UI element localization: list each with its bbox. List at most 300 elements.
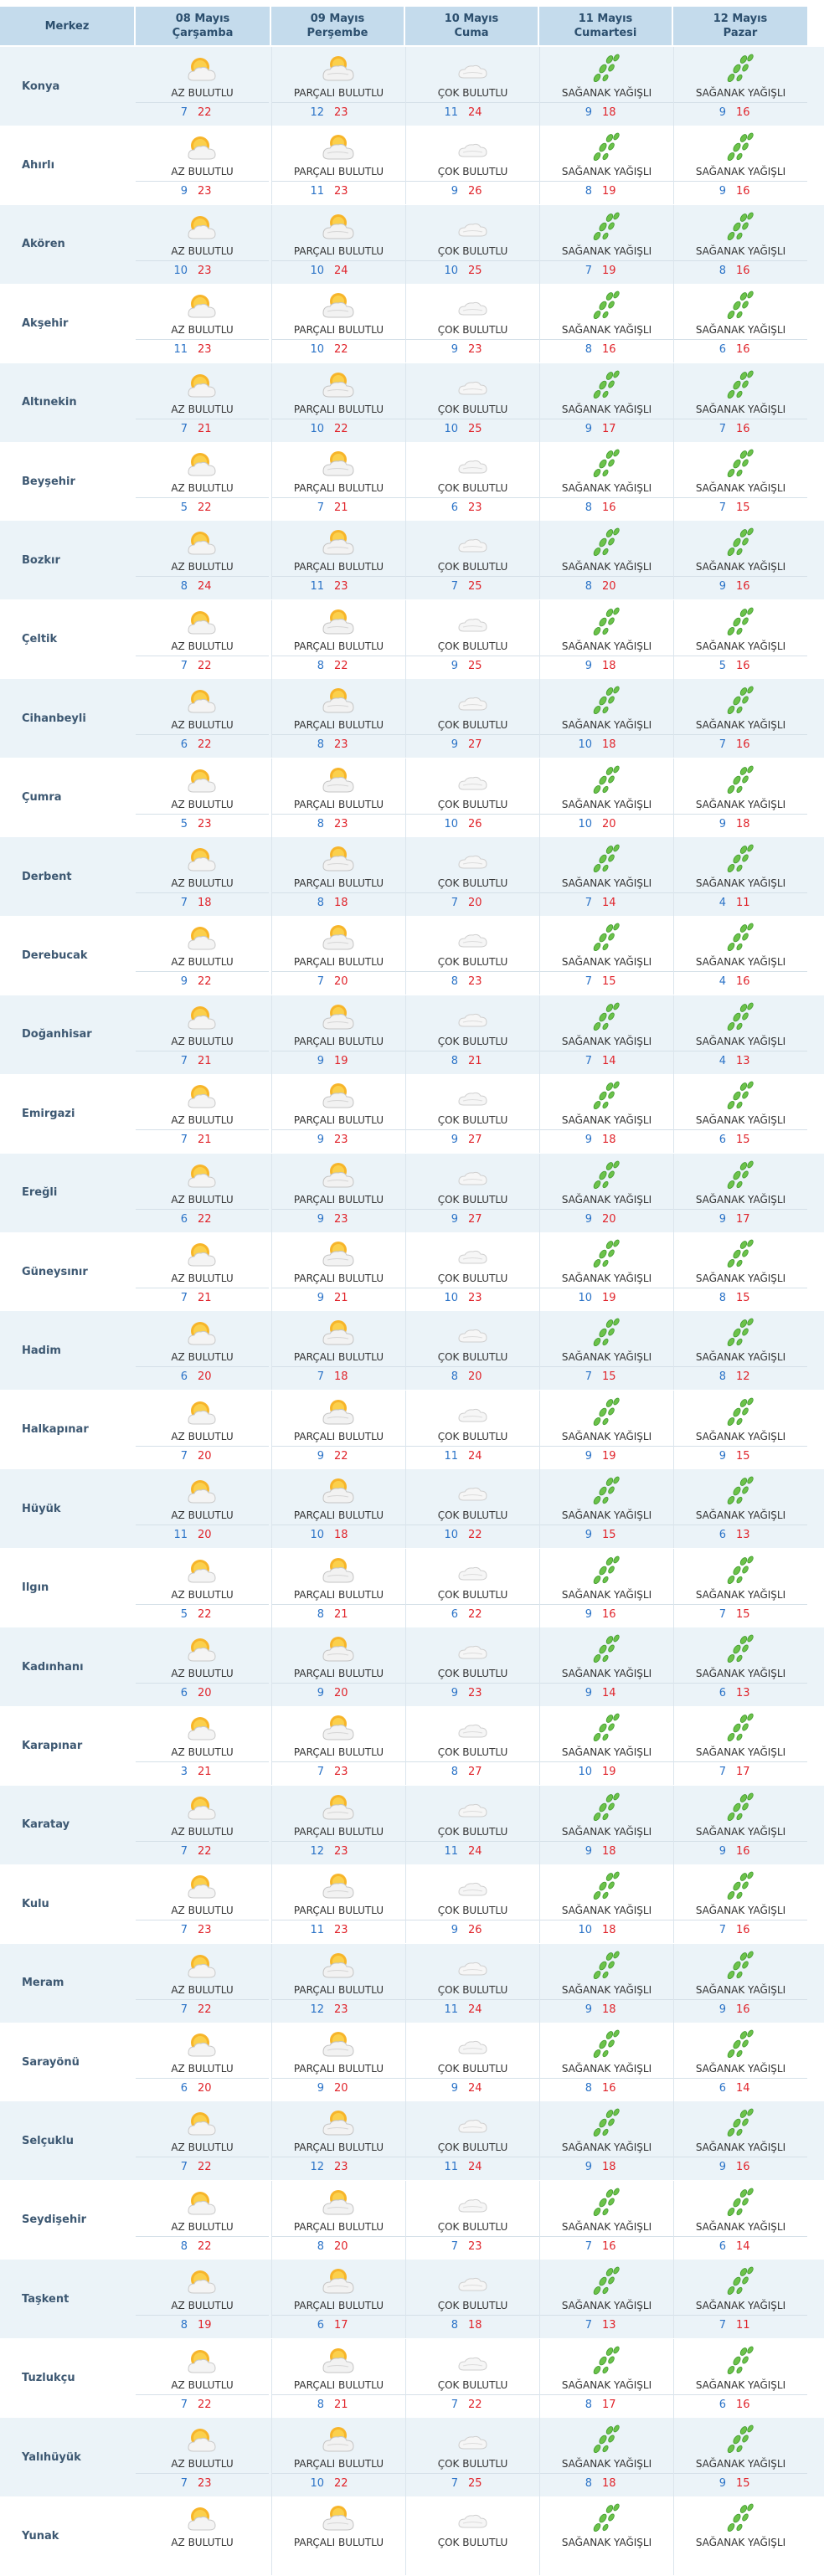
condition-label: SAĞANAK YAĞIŞLI bbox=[561, 1193, 652, 1206]
partly-cloudy-icon bbox=[320, 1474, 357, 1508]
cloud-icon bbox=[454, 131, 491, 164]
location-name: Sarayönü bbox=[22, 2055, 80, 2069]
max-temp: 18 bbox=[602, 1924, 616, 1937]
max-temp: 17 bbox=[602, 422, 616, 435]
cell-divider bbox=[272, 1366, 405, 1367]
sun-behind-cloud-icon bbox=[183, 1159, 220, 1192]
min-temp: 6 bbox=[718, 1687, 726, 1699]
cell-divider bbox=[406, 734, 539, 735]
forecast-cell bbox=[136, 205, 269, 284]
header-day-date: 12 Mayıs bbox=[713, 13, 768, 25]
min-temp: 6 bbox=[180, 1212, 188, 1226]
max-temp: 27 bbox=[468, 1212, 482, 1226]
forecast-cell bbox=[136, 1549, 269, 1627]
min-temp: 10 bbox=[578, 1292, 592, 1304]
min-temp: 6 bbox=[718, 343, 726, 357]
condition-label: SAĞANAK YAĞIŞLI bbox=[561, 1430, 652, 1442]
forecast-cell bbox=[539, 1864, 673, 1943]
condition-label: AZ BULUTLU bbox=[171, 482, 234, 494]
location-name: Meram bbox=[22, 1977, 64, 1990]
rain-shower-icon bbox=[588, 368, 625, 402]
max-temp: 18 bbox=[602, 659, 616, 672]
partly-cloudy-icon bbox=[320, 2186, 357, 2219]
min-temp: 9 bbox=[585, 1844, 592, 1858]
header-day-weekday: Perşembe bbox=[306, 27, 368, 39]
condition-label: SAĞANAK YAĞIŞLI bbox=[695, 1668, 786, 1679]
forecast-cell bbox=[271, 2339, 405, 2418]
forecast-cell bbox=[136, 758, 269, 837]
forecast-cell bbox=[673, 837, 807, 916]
partly-cloudy-icon bbox=[320, 2423, 357, 2456]
condition-label: PARÇALI BULUTLU bbox=[293, 956, 384, 969]
condition-label: SAĞANAK YAĞIŞLI bbox=[695, 1273, 786, 1284]
min-temp: 9 bbox=[317, 1449, 324, 1463]
rain-shower-icon bbox=[722, 1554, 759, 1587]
max-temp: 24 bbox=[468, 106, 482, 119]
max-temp: 27 bbox=[468, 738, 482, 752]
forecast-cell bbox=[539, 2496, 673, 2575]
sun-behind-cloud-icon bbox=[183, 1079, 220, 1113]
cell-divider bbox=[136, 892, 269, 893]
rain-shower-icon bbox=[588, 2106, 625, 2140]
forecast-cell bbox=[539, 363, 673, 442]
sun-behind-cloud-icon bbox=[183, 684, 220, 717]
max-temp: 15 bbox=[602, 975, 616, 989]
header-day-date: 08 Mayıs bbox=[175, 13, 230, 25]
max-temp: 21 bbox=[198, 1054, 212, 1067]
condition-label: PARÇALI BULUTLU bbox=[293, 2537, 384, 2549]
condition-label: ÇOK BULUTLU bbox=[437, 1509, 508, 1522]
max-temp: 23 bbox=[334, 1924, 348, 1937]
condition-label: ÇOK BULUTLU bbox=[437, 166, 508, 178]
rain-shower-icon bbox=[588, 1237, 625, 1271]
cell-divider bbox=[406, 339, 539, 340]
min-temp: 11 bbox=[444, 2003, 458, 2016]
table-row bbox=[0, 600, 824, 679]
condition-label: SAĞANAK YAĞIŞLI bbox=[695, 166, 786, 178]
forecast-cell bbox=[539, 1469, 673, 1548]
forecast-cell bbox=[539, 995, 673, 1074]
rain-shower-icon bbox=[588, 289, 625, 322]
cell-divider bbox=[540, 2473, 673, 2474]
forecast-cell bbox=[271, 284, 405, 362]
condition-label: PARÇALI BULUTLU bbox=[293, 877, 384, 889]
condition-label: PARÇALI BULUTLU bbox=[293, 1509, 384, 1522]
cloud-icon bbox=[454, 1079, 491, 1113]
forecast-cell bbox=[673, 1154, 807, 1232]
partly-cloudy-icon bbox=[320, 921, 357, 954]
max-temp: 25 bbox=[468, 580, 482, 594]
condition-label: PARÇALI BULUTLU bbox=[293, 1351, 384, 1364]
condition-label: PARÇALI BULUTLU bbox=[293, 1114, 384, 1127]
max-temp: 26 bbox=[468, 817, 482, 830]
table-row bbox=[0, 837, 824, 916]
rain-shower-icon bbox=[722, 764, 759, 797]
min-temp: 6 bbox=[180, 1687, 188, 1699]
table-row bbox=[0, 126, 824, 204]
forecast-cell bbox=[539, 2101, 673, 2180]
min-temp: 8 bbox=[718, 264, 726, 277]
forecast-cell bbox=[405, 2023, 539, 2101]
min-temp: 11 bbox=[173, 343, 188, 357]
table-row bbox=[0, 2181, 824, 2260]
condition-label: AZ BULUTLU bbox=[171, 166, 234, 178]
min-temp: 9 bbox=[451, 1687, 458, 1699]
cell-divider bbox=[272, 339, 405, 340]
condition-label: SAĞANAK YAĞIŞLI bbox=[561, 877, 652, 889]
min-temp: 9 bbox=[718, 1212, 726, 1226]
table-row bbox=[0, 284, 824, 362]
cloud-icon bbox=[454, 289, 491, 322]
min-temp: 6 bbox=[718, 1529, 726, 1542]
forecast-cell bbox=[405, 1154, 539, 1232]
cell-divider bbox=[674, 339, 807, 340]
forecast-cell bbox=[539, 442, 673, 521]
min-temp: 9 bbox=[585, 659, 592, 672]
location-name: Kadınhanı bbox=[22, 1660, 84, 1674]
condition-label: AZ BULUTLU bbox=[171, 1825, 234, 1838]
condition-label: SAĞANAK YAĞIŞLI bbox=[695, 640, 786, 652]
max-temp: 23 bbox=[334, 1844, 348, 1858]
forecast-cell bbox=[136, 1786, 269, 1864]
cell-divider bbox=[136, 102, 269, 103]
location-name: Güneysınır bbox=[22, 1265, 88, 1278]
condition-label: ÇOK BULUTLU bbox=[437, 2220, 508, 2233]
cell-divider bbox=[406, 1604, 539, 1605]
forecast-cell bbox=[673, 2181, 807, 2260]
condition-label: AZ BULUTLU bbox=[171, 2537, 234, 2549]
min-temp: 12 bbox=[310, 106, 324, 119]
rain-shower-icon bbox=[722, 131, 759, 164]
max-temp: 13 bbox=[736, 1529, 750, 1542]
cell-divider bbox=[540, 260, 673, 261]
max-temp: 23 bbox=[334, 1212, 348, 1226]
min-temp: 7 bbox=[180, 106, 188, 119]
location-name: Kulu bbox=[22, 1897, 49, 1910]
forecast-cell bbox=[405, 1864, 539, 1943]
min-temp: 7 bbox=[317, 1370, 324, 1384]
rain-shower-icon bbox=[722, 1632, 759, 1666]
forecast-cell bbox=[271, 1864, 405, 1943]
condition-label: PARÇALI BULUTLU bbox=[293, 2220, 384, 2233]
rain-shower-icon bbox=[588, 1000, 625, 1034]
sun-behind-cloud-icon bbox=[183, 1474, 220, 1508]
condition-label: ÇOK BULUTLU bbox=[437, 1588, 508, 1601]
location-name: Derbent bbox=[22, 870, 72, 883]
cloud-icon bbox=[454, 1000, 491, 1034]
sun-behind-cloud-icon bbox=[183, 605, 220, 639]
rain-shower-icon bbox=[588, 1632, 625, 1666]
condition-label: SAĞANAK YAĞIŞLI bbox=[561, 798, 652, 810]
condition-label: AZ BULUTLU bbox=[171, 2378, 234, 2391]
cell-divider bbox=[406, 2315, 539, 2316]
condition-label: SAĞANAK YAĞIŞLI bbox=[695, 87, 786, 99]
forecast-cell bbox=[673, 916, 807, 995]
max-temp: 16 bbox=[736, 1924, 750, 1937]
forecast-cell bbox=[136, 837, 269, 916]
min-temp: 9 bbox=[451, 738, 458, 752]
rain-shower-icon bbox=[722, 2106, 759, 2140]
cell-divider bbox=[540, 1604, 673, 1605]
max-temp: 22 bbox=[198, 1212, 212, 1226]
sun-behind-cloud-icon bbox=[183, 2501, 220, 2535]
sun-behind-cloud-icon bbox=[183, 764, 220, 797]
cell-divider bbox=[406, 2236, 539, 2237]
location-name: Karapınar bbox=[22, 1739, 83, 1752]
cell-divider bbox=[406, 1841, 539, 1842]
cell-divider bbox=[674, 2394, 807, 2395]
forecast-cell bbox=[271, 2496, 405, 2575]
rain-shower-icon bbox=[588, 1554, 625, 1587]
min-temp: 6 bbox=[718, 2082, 726, 2095]
condition-label: SAĞANAK YAĞIŞLI bbox=[695, 2378, 786, 2391]
forecast-cell bbox=[673, 2496, 807, 2575]
min-temp: 8 bbox=[317, 2239, 324, 2253]
sun-behind-cloud-icon bbox=[183, 2028, 220, 2061]
cell-divider bbox=[674, 2315, 807, 2316]
partly-cloudy-icon bbox=[320, 1237, 357, 1271]
forecast-cell bbox=[405, 916, 539, 995]
cell-divider bbox=[272, 1129, 405, 1130]
min-temp: 9 bbox=[180, 975, 188, 989]
min-temp: 10 bbox=[310, 1529, 324, 1542]
rain-shower-icon bbox=[588, 1869, 625, 1903]
max-temp: 16 bbox=[602, 2082, 616, 2095]
cell-divider bbox=[406, 1761, 539, 1762]
condition-label: SAĞANAK YAĞIŞLI bbox=[561, 1273, 652, 1284]
cell-divider bbox=[136, 1683, 269, 1684]
forecast-cell bbox=[539, 1944, 673, 2023]
max-temp: 19 bbox=[602, 1766, 616, 1779]
max-temp: 23 bbox=[334, 1766, 348, 1779]
condition-label: PARÇALI BULUTLU bbox=[293, 1193, 384, 1206]
cell-divider bbox=[406, 576, 539, 577]
location-name: Selçuklu bbox=[22, 2134, 74, 2147]
condition-label: SAĞANAK YAĞIŞLI bbox=[695, 561, 786, 573]
min-temp: 8 bbox=[585, 2477, 592, 2490]
min-temp: 7 bbox=[317, 975, 324, 989]
partly-cloudy-icon bbox=[320, 1711, 357, 1745]
table-row bbox=[0, 1627, 824, 1706]
min-temp: 8 bbox=[451, 975, 458, 989]
rain-shower-icon bbox=[588, 1711, 625, 1745]
cloud-icon bbox=[454, 1949, 491, 1982]
min-temp: 9 bbox=[585, 422, 592, 435]
condition-label: PARÇALI BULUTLU bbox=[293, 719, 384, 732]
max-temp: 23 bbox=[334, 106, 348, 119]
partly-cloudy-icon bbox=[320, 605, 357, 639]
location-name: Emirgazi bbox=[22, 1107, 75, 1120]
sun-behind-cloud-icon bbox=[183, 447, 220, 481]
condition-label: AZ BULUTLU bbox=[171, 1351, 234, 1364]
condition-label: PARÇALI BULUTLU bbox=[293, 640, 384, 652]
rain-shower-icon bbox=[722, 368, 759, 402]
header-day-date: 10 Mayıs bbox=[444, 13, 499, 25]
max-temp: 18 bbox=[602, 2477, 616, 2490]
condition-label: SAĞANAK YAĞIŞLI bbox=[695, 1905, 786, 1917]
forecast-cell bbox=[405, 2418, 539, 2496]
condition-label: AZ BULUTLU bbox=[171, 1430, 234, 1442]
partly-cloudy-icon bbox=[320, 1159, 357, 1192]
forecast-cell bbox=[405, 363, 539, 442]
forecast-cell bbox=[271, 126, 405, 204]
condition-label: ÇOK BULUTLU bbox=[437, 2063, 508, 2075]
condition-label: ÇOK BULUTLU bbox=[437, 1351, 508, 1364]
forecast-cell bbox=[136, 442, 269, 521]
cell-divider bbox=[272, 1761, 405, 1762]
min-temp: 12 bbox=[310, 1844, 324, 1858]
cell-divider bbox=[136, 260, 269, 261]
forecast-cell bbox=[271, 1311, 405, 1390]
min-temp: 11 bbox=[444, 1844, 458, 1858]
condition-label: AZ BULUTLU bbox=[171, 877, 234, 889]
forecast-cell bbox=[405, 2101, 539, 2180]
condition-label: AZ BULUTLU bbox=[171, 244, 234, 257]
min-temp: 9 bbox=[317, 1054, 324, 1067]
min-temp: 9 bbox=[451, 2082, 458, 2095]
rain-shower-icon bbox=[588, 842, 625, 876]
min-temp: 6 bbox=[317, 2319, 324, 2332]
max-temp: 18 bbox=[334, 1529, 348, 1542]
forecast-cell bbox=[271, 1549, 405, 1627]
forecast-cell bbox=[539, 1627, 673, 1706]
max-temp: 16 bbox=[602, 1607, 616, 1621]
rain-shower-icon bbox=[588, 210, 625, 244]
rain-shower-icon bbox=[722, 2265, 759, 2298]
max-temp: 18 bbox=[602, 2003, 616, 2016]
max-temp: 22 bbox=[198, 501, 212, 514]
min-temp: 9 bbox=[718, 817, 726, 830]
cell-divider bbox=[674, 1446, 807, 1447]
condition-label: SAĞANAK YAĞIŞLI bbox=[695, 1509, 786, 1522]
min-temp: 9 bbox=[585, 106, 592, 119]
forecast-cell bbox=[136, 1391, 269, 1469]
max-temp: 23 bbox=[334, 817, 348, 830]
partly-cloudy-icon bbox=[320, 1632, 357, 1666]
min-temp: 5 bbox=[180, 501, 188, 514]
cell-divider bbox=[272, 102, 405, 103]
cell-divider bbox=[674, 814, 807, 815]
rain-shower-icon bbox=[588, 1474, 625, 1508]
cell-divider bbox=[272, 260, 405, 261]
forecast-cell bbox=[405, 1627, 539, 1706]
forecast-cell bbox=[673, 1549, 807, 1627]
min-temp: 4 bbox=[718, 897, 726, 909]
cell-divider bbox=[674, 1841, 807, 1842]
condition-label: ÇOK BULUTLU bbox=[437, 2300, 508, 2312]
location-name: Altınekin bbox=[22, 396, 77, 409]
table-row bbox=[0, 916, 824, 995]
forecast-cell bbox=[136, 1944, 269, 2023]
forecast-cell bbox=[405, 1311, 539, 1390]
condition-label: AZ BULUTLU bbox=[171, 719, 234, 732]
max-temp: 20 bbox=[334, 975, 348, 989]
min-temp: 9 bbox=[585, 1529, 592, 1542]
forecast-cell bbox=[405, 1469, 539, 1548]
cell-divider bbox=[406, 814, 539, 815]
forecast-cell bbox=[271, 1627, 405, 1706]
max-temp: 24 bbox=[198, 580, 212, 594]
condition-label: ÇOK BULUTLU bbox=[437, 2142, 508, 2154]
location-name: Ilgın bbox=[22, 1581, 49, 1595]
partly-cloudy-icon bbox=[320, 2028, 357, 2061]
max-temp: 23 bbox=[334, 580, 348, 594]
max-temp: 16 bbox=[736, 106, 750, 119]
min-temp: 9 bbox=[718, 580, 726, 594]
condition-label: SAĞANAK YAĞIŞLI bbox=[561, 2458, 652, 2470]
cell-divider bbox=[136, 1999, 269, 2000]
max-temp: 20 bbox=[198, 1370, 212, 1384]
max-temp: 15 bbox=[736, 501, 750, 514]
min-temp: 5 bbox=[180, 817, 188, 830]
min-temp: 7 bbox=[451, 2477, 458, 2490]
condition-label: AZ BULUTLU bbox=[171, 1983, 234, 1996]
cell-divider bbox=[406, 102, 539, 103]
sun-behind-cloud-icon bbox=[183, 1000, 220, 1034]
max-temp: 18 bbox=[602, 106, 616, 119]
forecast-cell bbox=[405, 205, 539, 284]
max-temp: 22 bbox=[198, 1844, 212, 1858]
location-name: Yunak bbox=[22, 2529, 59, 2543]
condition-label: AZ BULUTLU bbox=[171, 640, 234, 652]
table-row bbox=[0, 2496, 824, 2575]
max-temp: 27 bbox=[468, 1134, 482, 1147]
max-temp: 25 bbox=[468, 2477, 482, 2490]
partly-cloudy-icon bbox=[320, 289, 357, 322]
condition-label: SAĞANAK YAĞIŞLI bbox=[695, 1746, 786, 1759]
max-temp: 24 bbox=[468, 1844, 482, 1858]
table-row bbox=[0, 1154, 824, 1232]
forecast-cell bbox=[405, 679, 539, 758]
location-name: Yalıhüyük bbox=[22, 2450, 81, 2464]
condition-label: SAĞANAK YAĞIŞLI bbox=[695, 1825, 786, 1838]
cell-divider bbox=[406, 2078, 539, 2079]
min-temp: 12 bbox=[310, 2003, 324, 2016]
cell-divider bbox=[674, 1999, 807, 2000]
min-temp: 8 bbox=[585, 343, 592, 357]
condition-label: SAĞANAK YAĞIŞLI bbox=[561, 2063, 652, 2075]
forecast-cell bbox=[271, 47, 405, 126]
max-temp: 23 bbox=[334, 1134, 348, 1147]
cell-divider bbox=[136, 1761, 269, 1762]
condition-label: SAĞANAK YAĞIŞLI bbox=[561, 1351, 652, 1364]
max-temp: 21 bbox=[198, 1134, 212, 1147]
forecast-cell bbox=[405, 758, 539, 837]
min-temp: 4 bbox=[718, 1054, 726, 1067]
forecast-cell bbox=[271, 2260, 405, 2338]
cell-divider bbox=[540, 1209, 673, 1210]
min-temp: 7 bbox=[317, 501, 324, 514]
min-temp: 8 bbox=[317, 1607, 324, 1621]
cloud-icon bbox=[454, 1791, 491, 1824]
forecast-cell bbox=[136, 363, 269, 442]
rain-shower-icon bbox=[722, 1237, 759, 1271]
max-temp: 16 bbox=[736, 343, 750, 357]
forecast-cell bbox=[405, 1232, 539, 1311]
cell-divider bbox=[540, 2394, 673, 2395]
cell-divider bbox=[674, 1366, 807, 1367]
min-temp: 7 bbox=[718, 2319, 726, 2332]
forecast-cell bbox=[271, 758, 405, 837]
min-temp: 8 bbox=[585, 580, 592, 594]
min-temp: 7 bbox=[180, 422, 188, 435]
forecast-cell bbox=[271, 1232, 405, 1311]
max-temp: 22 bbox=[334, 659, 348, 672]
min-temp: 9 bbox=[317, 1212, 324, 1226]
min-temp: 7 bbox=[718, 1607, 726, 1621]
min-temp: 9 bbox=[718, 1844, 726, 1858]
rain-shower-icon bbox=[588, 52, 625, 85]
